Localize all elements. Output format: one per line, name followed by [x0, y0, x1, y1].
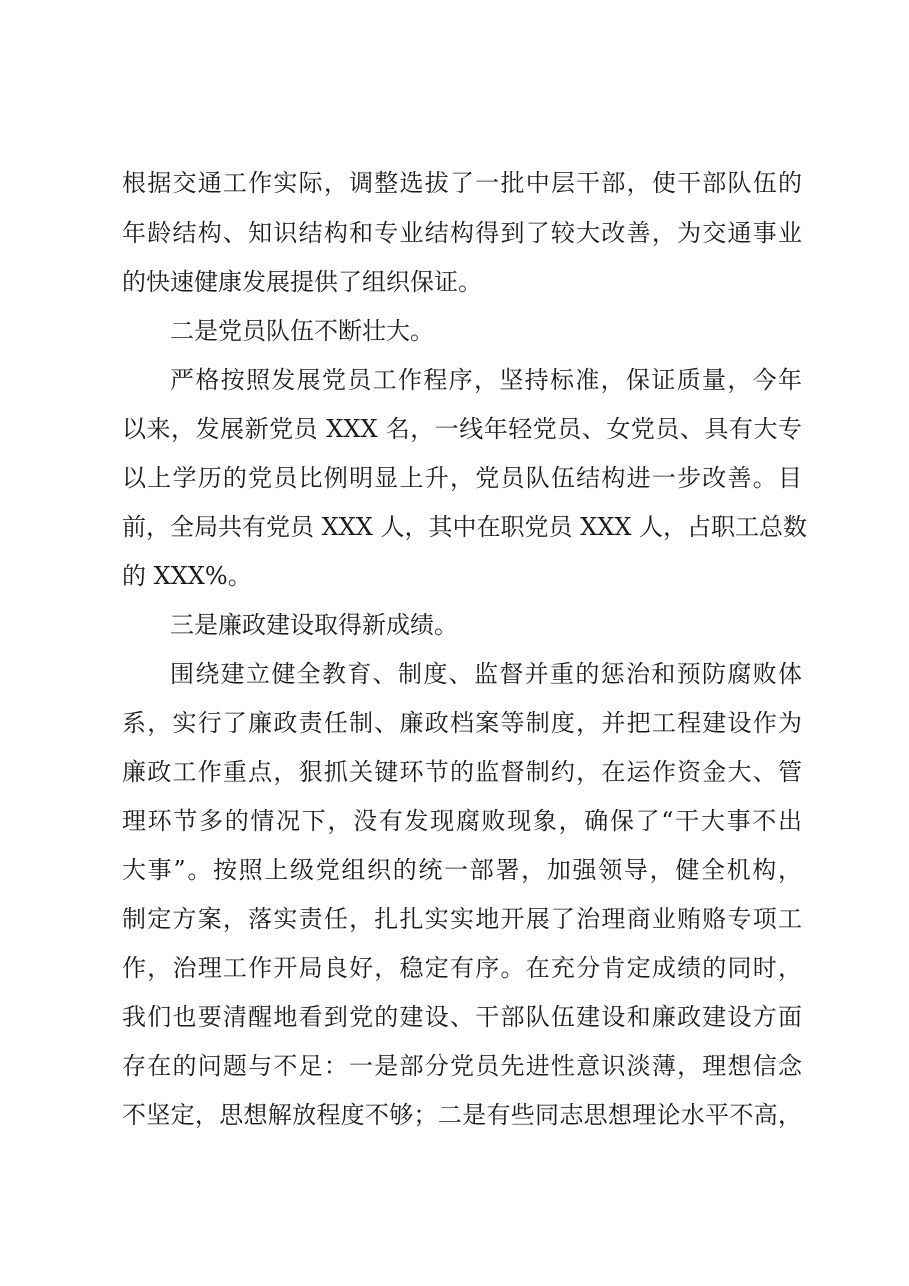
text-line: 根据交通工作实际，调整选拔了一批中层干部，使干部队伍的	[122, 169, 802, 197]
text-line: 以上学历的党员比例明显上升，党员队伍结构进一步改善。目	[122, 464, 802, 492]
text-line: 围绕建立健全教育、制度、监督并重的惩治和预防腐败体	[170, 660, 802, 688]
text-line: 系，实行了廉政责任制、廉政档案等制度，并把工程建设作为	[122, 709, 802, 737]
text-line: 年龄结构、知识结构和专业结构得到了较大改善，为交通事业	[122, 219, 802, 247]
text-line: 作，治理工作开局良好，稳定有序。在充分肯定成绩的同时，	[122, 954, 802, 982]
text-line: 的 XXX%。	[122, 562, 252, 590]
section-heading: 二是党员队伍不断壮大。	[170, 317, 434, 345]
text-line: 我们也要清醒地看到党的建设、干部队伍建设和廉政建设方面	[122, 1003, 802, 1031]
text-line: 存在的问题与不足：一是部分党员先进性意识淡薄，理想信念	[122, 1052, 802, 1080]
text-line: 严格按照发展党员工作程序，坚持标准，保证质量，今年	[170, 366, 802, 394]
text-line: 以来，发展新党员 XXX 名，一线年轻党员、女党员、具有大专	[122, 415, 802, 443]
text-line: 不坚定，思想解放程度不够；二是有些同志思想理论水平不高，	[122, 1101, 802, 1129]
text-line: 廉政工作重点，狠抓关键环节的监督制约，在运作资金大、管	[122, 758, 802, 786]
section-heading: 三是廉政建设取得新成绩。	[170, 611, 458, 639]
text-line: 制定方案，落实责任，扎扎实实地开展了治理商业贿赂专项工	[122, 905, 802, 933]
text-line: 的快速健康发展提供了组织保证。	[122, 268, 482, 296]
text-line: 理环节多的情况下，没有发现腐败现象，确保了“干大事不出	[122, 807, 802, 835]
text-line: 前，全局共有党员 XXX 人，其中在职党员 XXX 人，占职工总数	[122, 513, 808, 541]
text-line: 大事”。按照上级党组织的统一部署，加强领导，健全机构，	[122, 856, 802, 884]
